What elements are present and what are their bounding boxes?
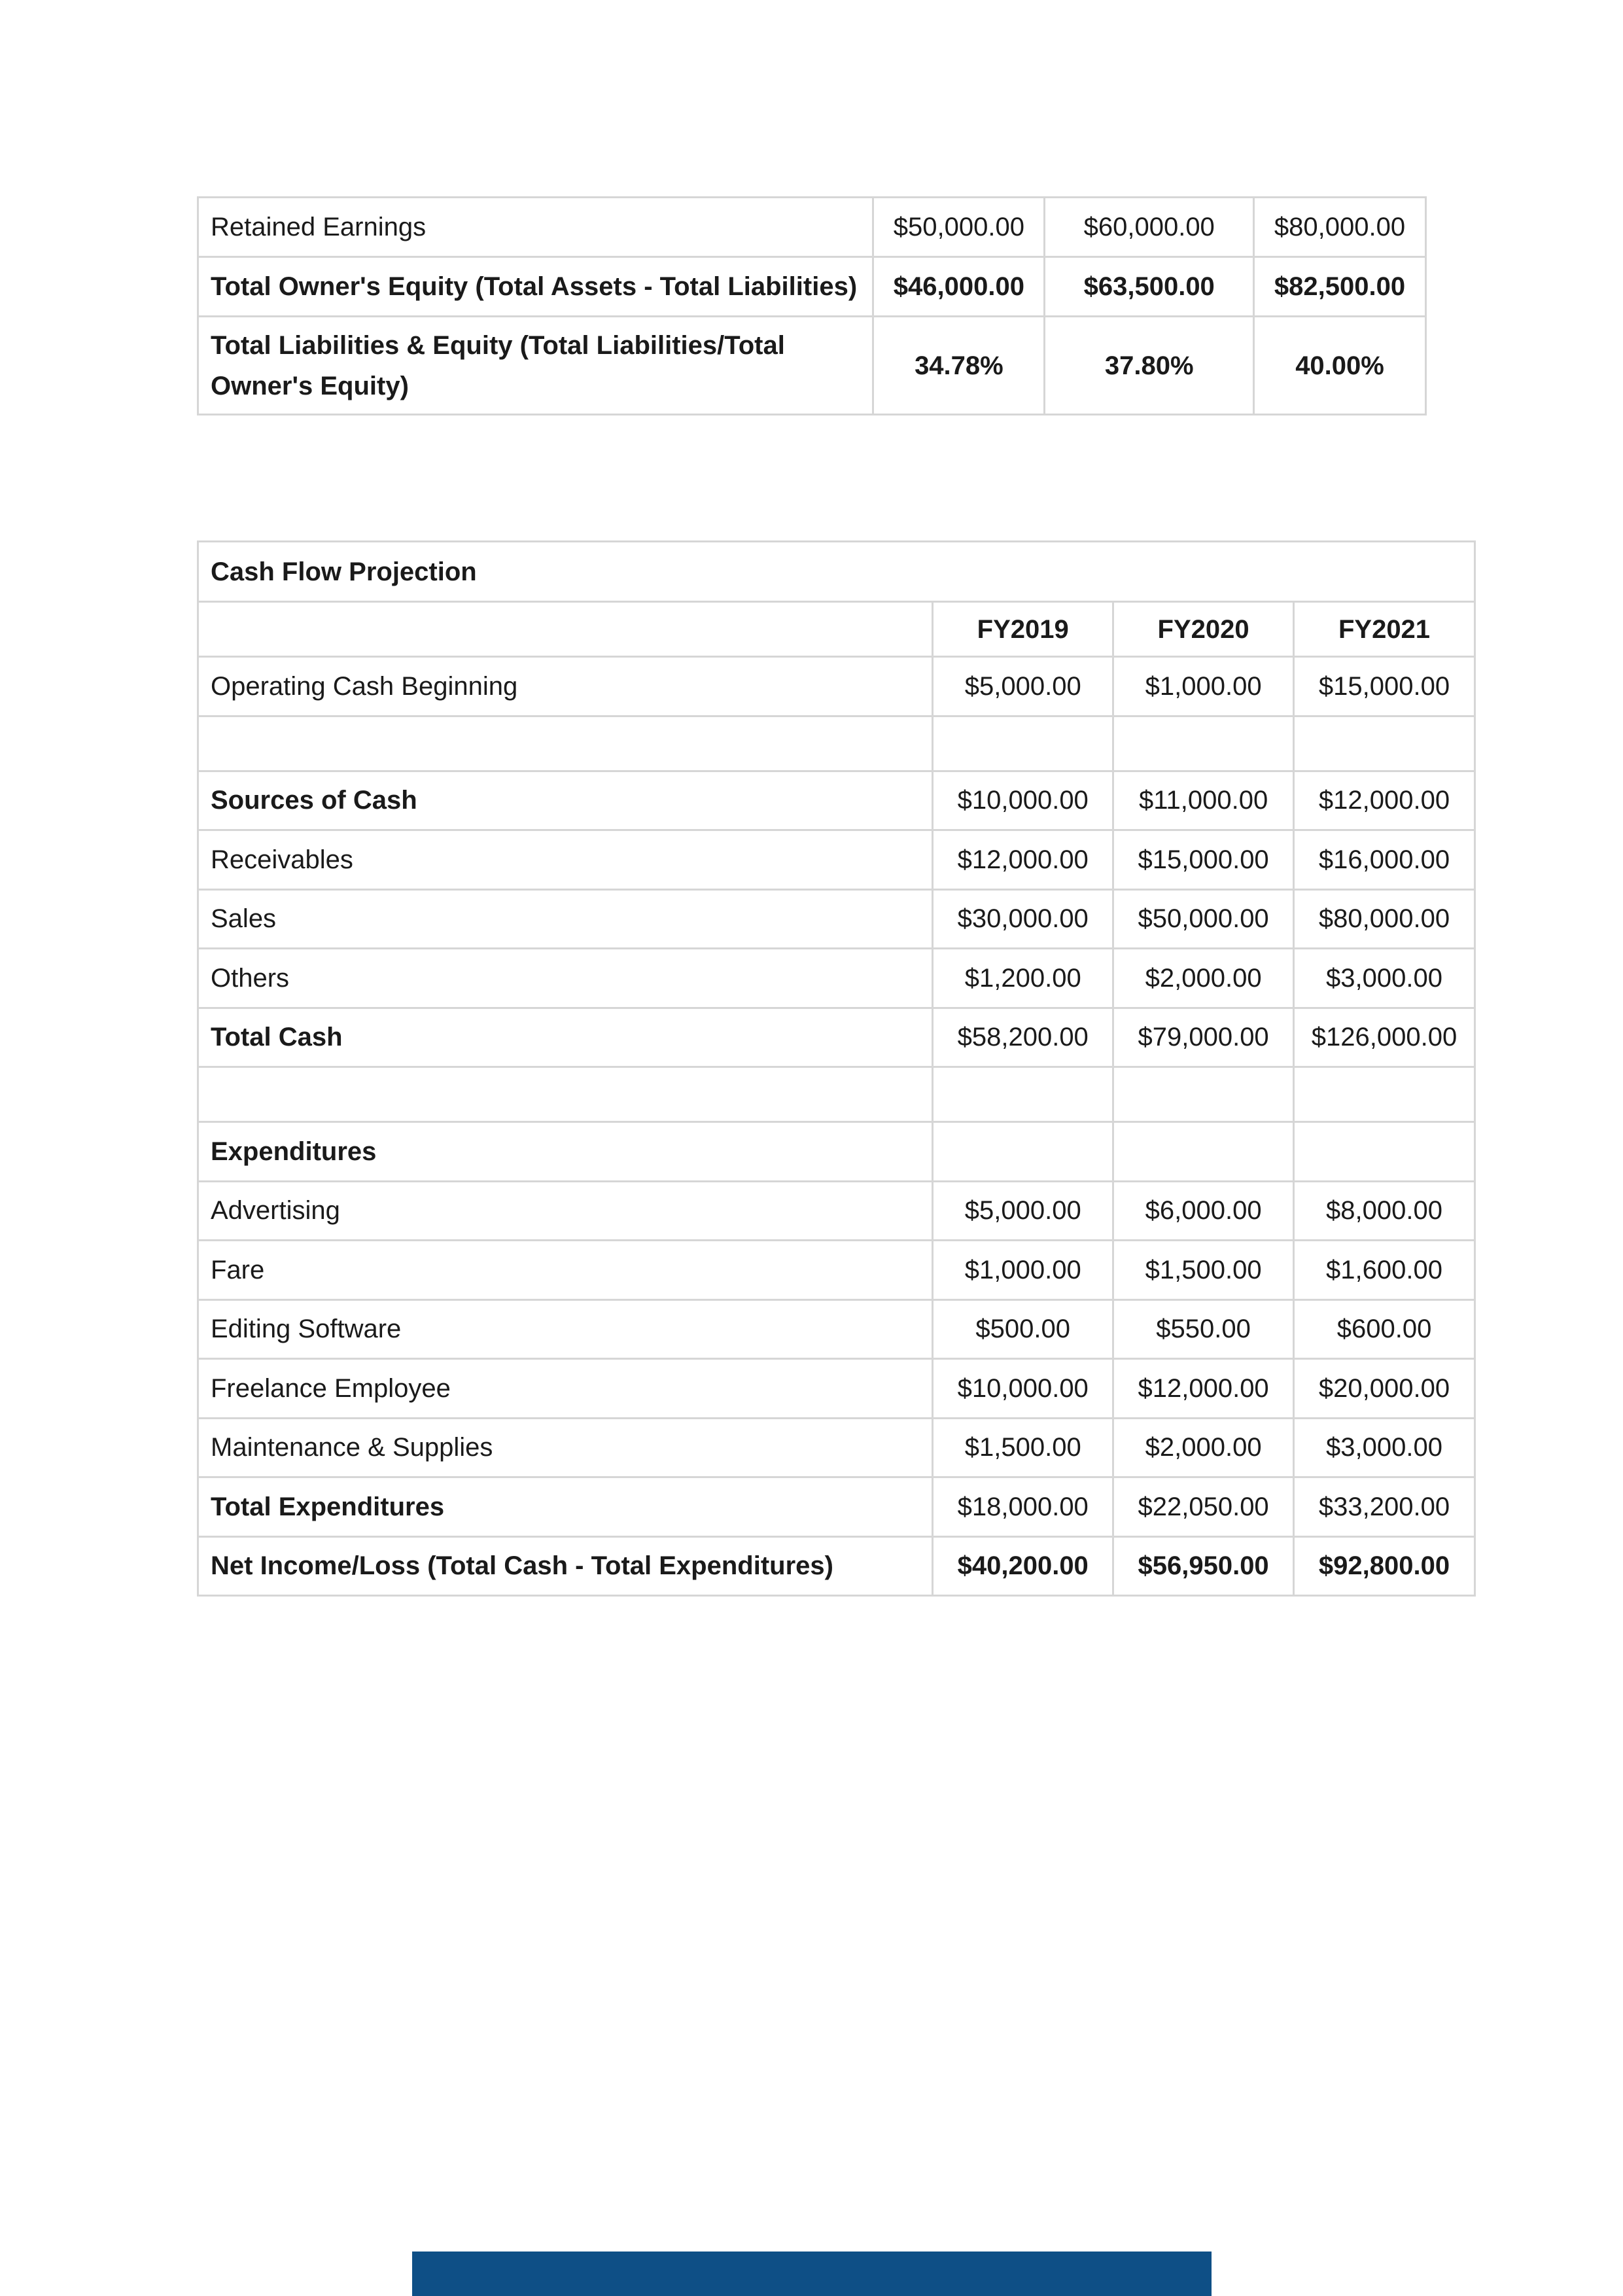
value-cell: $15,000.00 — [1294, 657, 1475, 716]
row-label: Expenditures — [198, 1122, 933, 1182]
empty-cell — [933, 1067, 1113, 1122]
row-label: Net Income/Loss (Total Cash - Total Expenditures) — [198, 1536, 933, 1596]
value-cell: $1,200.00 — [933, 949, 1113, 1008]
table-title-row — [198, 542, 1475, 602]
table-row — [198, 1299, 1475, 1359]
value-cell: $10,000.00 — [933, 771, 1113, 830]
column-header: FY2020 — [1113, 602, 1294, 657]
table-header-row — [198, 602, 1475, 657]
table-row — [198, 198, 1426, 257]
value-cell: $8,000.00 — [1294, 1181, 1475, 1241]
value-cell: $1,000.00 — [1113, 657, 1294, 716]
value-cell: $5,000.00 — [933, 1181, 1113, 1241]
value-cell: $82,500.00 — [1254, 257, 1426, 317]
value-cell: $500.00 — [933, 1299, 1113, 1359]
empty-cell — [1294, 1067, 1475, 1122]
value-cell: $80,000.00 — [1294, 889, 1475, 949]
table-row — [198, 830, 1475, 890]
column-header: FY2021 — [1294, 602, 1475, 657]
value-cell: $56,950.00 — [1113, 1536, 1294, 1596]
row-label: Total Liabilities & Equity (Total Liabilities/Total Owner's Equity) — [198, 317, 873, 415]
table-row — [198, 657, 1475, 716]
row-label: Sales — [198, 889, 933, 949]
value-cell: $40,200.00 — [933, 1536, 1113, 1596]
empty-cell — [1113, 1067, 1294, 1122]
value-cell: $10,000.00 — [933, 1359, 1113, 1419]
value-cell: $3,000.00 — [1294, 949, 1475, 1008]
value-cell: $1,600.00 — [1294, 1241, 1475, 1300]
empty-cell — [1113, 716, 1294, 771]
row-label: Editing Software — [198, 1299, 933, 1359]
value-cell: $1,500.00 — [933, 1418, 1113, 1477]
value-cell: $1,500.00 — [1113, 1241, 1294, 1300]
value-cell: $22,050.00 — [1113, 1477, 1294, 1537]
value-cell: $15,000.00 — [1113, 830, 1294, 890]
value-cell: $1,000.00 — [933, 1241, 1113, 1300]
value-cell: $5,000.00 — [933, 657, 1113, 716]
empty-cell — [1113, 1122, 1294, 1182]
header-spacer — [198, 602, 933, 657]
value-cell: $12,000.00 — [1113, 1359, 1294, 1419]
value-cell: $2,000.00 — [1113, 1418, 1294, 1477]
value-cell: 37.80% — [1045, 317, 1254, 415]
empty-cell — [198, 716, 933, 771]
table-row — [198, 1241, 1475, 1300]
row-label: Others — [198, 949, 933, 1008]
row-label: Fare — [198, 1241, 933, 1300]
table-row — [198, 257, 1426, 317]
table-row — [198, 1181, 1475, 1241]
table-row — [198, 1536, 1475, 1596]
row-label: Sources of Cash — [198, 771, 933, 830]
value-cell: $50,000.00 — [873, 198, 1045, 257]
row-label: Advertising — [198, 1181, 933, 1241]
column-header: FY2019 — [933, 602, 1113, 657]
table-row — [198, 1122, 1475, 1182]
value-cell: 34.78% — [873, 317, 1045, 415]
value-cell: $92,800.00 — [1294, 1536, 1475, 1596]
table-row — [198, 771, 1475, 830]
owners-equity-table — [197, 196, 1427, 415]
blank-row — [198, 716, 1475, 771]
table-row — [198, 1359, 1475, 1419]
table-row — [198, 317, 1426, 415]
row-label: Operating Cash Beginning — [198, 657, 933, 716]
value-cell: $60,000.00 — [1045, 198, 1254, 257]
value-cell: 40.00% — [1254, 317, 1426, 415]
row-label: Maintenance & Supplies — [198, 1418, 933, 1477]
table-title: Cash Flow Projection — [198, 542, 1475, 602]
value-cell: $16,000.00 — [1294, 830, 1475, 890]
row-label: Total Owner's Equity (Total Assets - Total Liabilities) — [198, 257, 873, 317]
value-cell: $46,000.00 — [873, 257, 1045, 317]
value-cell: $33,200.00 — [1294, 1477, 1475, 1537]
empty-cell — [1294, 716, 1475, 771]
table-row — [198, 1418, 1475, 1477]
value-cell: $2,000.00 — [1113, 949, 1294, 1008]
value-cell: $18,000.00 — [933, 1477, 1113, 1537]
empty-cell — [933, 716, 1113, 771]
empty-cell — [198, 1067, 933, 1122]
value-cell: $58,200.00 — [933, 1008, 1113, 1067]
value-cell: $20,000.00 — [1294, 1359, 1475, 1419]
row-label: Total Expenditures — [198, 1477, 933, 1537]
table-row — [198, 889, 1475, 949]
value-cell: $12,000.00 — [1294, 771, 1475, 830]
value-cell: $126,000.00 — [1294, 1008, 1475, 1067]
value-cell: $50,000.00 — [1113, 889, 1294, 949]
footer-bar — [412, 2252, 1212, 2296]
row-label: Retained Earnings — [198, 198, 873, 257]
blank-row — [198, 1067, 1475, 1122]
row-label: Freelance Employee — [198, 1359, 933, 1419]
row-label: Receivables — [198, 830, 933, 890]
value-cell: $550.00 — [1113, 1299, 1294, 1359]
value-cell: $3,000.00 — [1294, 1418, 1475, 1477]
value-cell: $63,500.00 — [1045, 257, 1254, 317]
table-row — [198, 949, 1475, 1008]
empty-cell — [933, 1122, 1113, 1182]
empty-cell — [1294, 1122, 1475, 1182]
value-cell: $30,000.00 — [933, 889, 1113, 949]
table-row — [198, 1477, 1475, 1537]
row-label: Total Cash — [198, 1008, 933, 1067]
value-cell: $6,000.00 — [1113, 1181, 1294, 1241]
value-cell: $80,000.00 — [1254, 198, 1426, 257]
value-cell: $79,000.00 — [1113, 1008, 1294, 1067]
value-cell: $600.00 — [1294, 1299, 1475, 1359]
value-cell: $12,000.00 — [933, 830, 1113, 890]
value-cell: $11,000.00 — [1113, 771, 1294, 830]
cash-flow-projection-table — [197, 540, 1476, 1597]
table-row — [198, 1008, 1475, 1067]
